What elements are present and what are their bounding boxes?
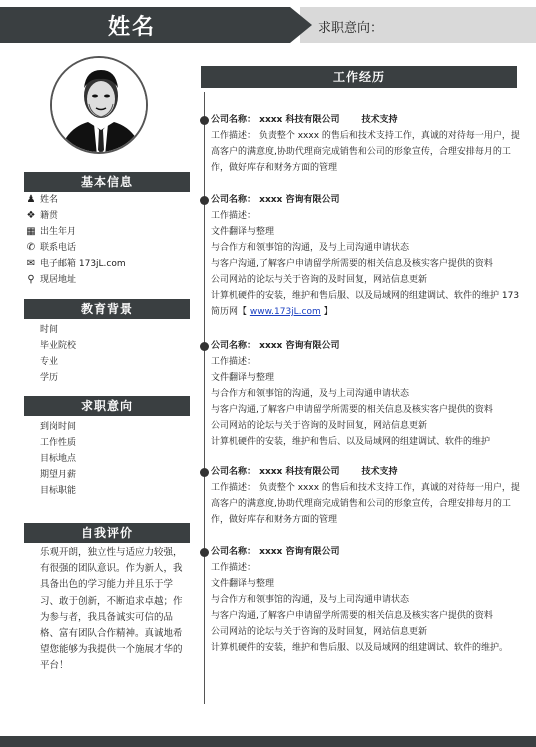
footer-bar bbox=[0, 736, 536, 747]
header-arrow bbox=[290, 7, 312, 43]
job-line: 文件翻译与整理 bbox=[211, 373, 275, 383]
job-line: 计算机硬件的安装，维护和售后、以及局域网的组建调试、软件的维护 bbox=[211, 437, 491, 447]
ethnicity-icon: ❖ bbox=[26, 210, 36, 221]
basic-info-label: 电子邮箱 173jL.com bbox=[40, 259, 126, 269]
timeline-dot bbox=[200, 116, 209, 125]
job-line: 与客户沟通,了解客户申请留学所需要的相关信息及核实客户提供的资料 bbox=[211, 611, 493, 621]
job-line: 工作描述： 负责整个 xxxx 的售后和技术支持工作，真诚的对待每一用户，提高客户的满意度,协助代理商完成销售和公司的形象宣传，合理安排每月的工作，做好库存和财务方面的管理 bbox=[211, 131, 520, 173]
timeline-dot bbox=[200, 196, 209, 205]
job-entry bbox=[211, 544, 521, 656]
intent-item: 工作性质 bbox=[40, 438, 77, 448]
education-item: 学历 bbox=[40, 373, 59, 383]
job-entry bbox=[211, 338, 521, 450]
intent-item: 目标地点 bbox=[40, 454, 77, 464]
basic-info-item bbox=[24, 257, 126, 271]
job-line: 与客户沟通,了解客户申请留学所需要的相关信息及核实客户提供的资料 bbox=[211, 259, 493, 269]
job-title-line bbox=[211, 112, 521, 128]
job-line: 工作描述： bbox=[211, 563, 257, 573]
basic-info-item bbox=[24, 193, 58, 207]
basic-info-label: 出生年月 bbox=[40, 227, 77, 237]
company-name: 公司名称： xxxx 科技有限公司 bbox=[211, 467, 340, 477]
job-line: 公司网站的论坛与关于咨询的及时回复，网站信息更新 bbox=[211, 627, 428, 637]
link-suffix: 】 bbox=[320, 307, 333, 317]
job-line-with-link bbox=[211, 288, 521, 320]
job-line: 文件翻译与整理 bbox=[211, 227, 275, 237]
basic-info-label: 联系电话 bbox=[40, 243, 77, 253]
timeline-dot bbox=[200, 468, 209, 477]
mail-icon: ✉ bbox=[26, 258, 36, 269]
job-entry bbox=[211, 112, 521, 176]
job-entry bbox=[211, 192, 521, 320]
basic-info-label: 籍贯 bbox=[40, 211, 59, 221]
education-item: 毕业院校 bbox=[40, 341, 77, 351]
job-line: 公司网站的论坛与关于咨询的及时回复，网站信息更新 bbox=[211, 275, 428, 285]
job-line: 计算机硬件的安装，维护和售后服、以及局域网的组建调试、软件的维护。 bbox=[211, 643, 509, 653]
job-line: 文件翻译与整理 bbox=[211, 579, 275, 589]
basic-info-item bbox=[24, 225, 76, 239]
experience-header: 工作经历 bbox=[201, 66, 517, 88]
basic-info-item bbox=[24, 241, 76, 255]
job-target-label: 求职意向： bbox=[318, 21, 384, 36]
person-icon: ♟ bbox=[26, 194, 36, 205]
job-position: 技术支持 bbox=[361, 467, 398, 477]
timeline-line bbox=[204, 92, 205, 704]
self-eval-text: 乐观开朗，独立性与适应力较强，有很强的团队意识。作为新人，我具备出色的学习能力并且乐于学习、敢于创新，不断追求卓越；作为参与者，我具备诚实可信的品格、富有团队合作精神。真诚地希望您能够为我提供一个施展才华的平台！ bbox=[40, 547, 183, 672]
job-line: 计算机硬件的安装，维护和售后服、以及局域网的组建调试、软件的维护 173 简历网【 bbox=[211, 291, 520, 317]
company-name: 公司名称： xxxx 咨询有限公司 bbox=[211, 341, 340, 351]
job-line: 公司网站的论坛与关于咨询的及时回复，网站信息更新 bbox=[211, 421, 428, 431]
job-line: 与客户沟通,了解客户申请留学所需要的相关信息及核实客户提供的资料 bbox=[211, 405, 493, 415]
basic-info-item bbox=[24, 209, 58, 223]
company-name: 公司名称： xxxx 科技有限公司 bbox=[211, 115, 340, 125]
avatar bbox=[50, 56, 148, 154]
company-name: 公司名称： xxxx 咨询有限公司 bbox=[211, 547, 340, 557]
intent-header: 求职意向 bbox=[24, 396, 190, 416]
job-entry bbox=[211, 464, 521, 528]
timeline-dot bbox=[200, 342, 209, 351]
job-title-line bbox=[211, 464, 521, 480]
job-line: 与合作方和领事馆的沟通，及与上司沟通申请状态 bbox=[211, 389, 410, 399]
header bbox=[0, 7, 536, 43]
intent-item: 期望月薪 bbox=[40, 470, 77, 480]
job-line: 工作描述： bbox=[211, 211, 257, 221]
basic-info-header: 基本信息 bbox=[24, 172, 190, 192]
phone-icon: ✆ bbox=[26, 242, 36, 253]
company-name: 公司名称： xxxx 咨询有限公司 bbox=[211, 195, 340, 205]
education-item: 专业 bbox=[40, 357, 59, 367]
intent-item: 目标职能 bbox=[40, 486, 77, 496]
job-position: 技术支持 bbox=[361, 115, 398, 125]
job-line: 工作描述： 负责整个 xxxx 的售后和技术支持工作，真诚的对待每一用户，提高客户的满意度,协助代理商完成销售和公司的形象宣传，合理安排每月的工作，做好库存和财务方面的管理 bbox=[211, 483, 520, 525]
location-icon: ⚲ bbox=[27, 274, 35, 285]
job-line: 与合作方和领事馆的沟通，及与上司沟通申请状态 bbox=[211, 243, 410, 253]
calendar-icon: ▦ bbox=[26, 226, 36, 237]
site-link[interactable]: www.173jL.com bbox=[249, 307, 321, 317]
job-line: 工作描述： bbox=[211, 357, 257, 367]
intent-item: 到岗时间 bbox=[40, 422, 77, 432]
resume-name: 姓名 bbox=[108, 15, 157, 40]
timeline-dot bbox=[200, 548, 209, 557]
education-item: 时间 bbox=[40, 325, 59, 335]
basic-info-label: 现居地址 bbox=[40, 275, 77, 285]
basic-info-label: 姓名 bbox=[40, 195, 59, 205]
education-header: 教育背景 bbox=[24, 299, 190, 319]
portrait-image bbox=[52, 58, 148, 154]
self-eval-header: 自我评价 bbox=[24, 523, 190, 543]
job-line: 与合作方和领事馆的沟通，及与上司沟通申请状态 bbox=[211, 595, 410, 605]
basic-info-item bbox=[24, 273, 76, 287]
